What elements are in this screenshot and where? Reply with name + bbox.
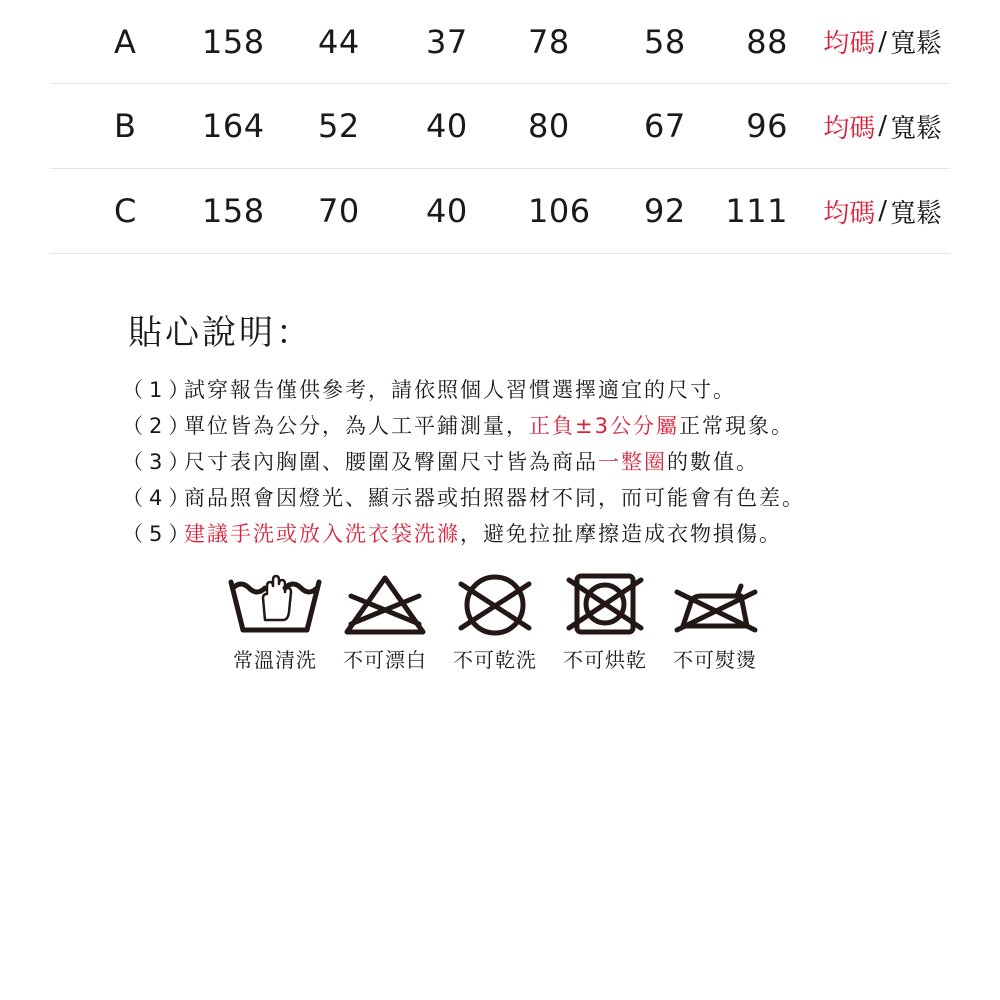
fit-note [823,0,942,83]
fit-note [823,84,942,168]
no-bleach-icon [337,572,433,636]
size-label: A [114,22,137,61]
size-value: 44 [318,22,360,61]
fit-note-rest: 寬鬆 [889,198,942,229]
note-line-5 [122,516,948,552]
note-text-highlight: 一整圈 [598,450,667,474]
note-text-highlight: 建議手洗或放入洗衣袋洗滌 [184,522,460,546]
note-text: 正常現象。 [678,414,794,438]
fit-note-rest: 寬鬆 [889,113,942,144]
size-value: 80 [528,107,570,145]
no-tumble-dry-icon [557,572,653,636]
size-label: C [114,192,137,230]
size-row-a [50,0,950,84]
size-value: 58 [644,22,686,61]
size-value: 106 [528,192,591,230]
size-value: 78 [528,22,570,61]
size-value: 111 [725,192,788,230]
note-text: 尺寸表內胸圍、腰圍及臀圍尺寸皆為商品 [184,450,598,474]
notes-title: 貼心說明： [128,313,313,353]
size-value: 96 [746,107,788,145]
size-value: 67 [644,107,686,145]
care-item-no-tumble-dry [550,572,660,673]
note-text: ，避免拉扯摩擦造成衣物損傷。 [460,522,782,546]
size-row-c [50,169,950,254]
note-line-3 [122,444,948,480]
fit-note-separator: / [878,26,887,57]
size-value: 40 [426,107,468,145]
size-value: 37 [426,22,468,61]
size-value: 158 [202,22,265,61]
no-dry-clean-icon [447,572,543,636]
size-row-b [50,84,950,169]
size-value: 158 [202,192,265,230]
care-item-no-dry-clean [440,572,550,673]
size-value: 40 [426,192,468,230]
note-text-highlight: 正負±3公分屬 [529,414,679,438]
note-text: 商品照會因燈光、顯示器或拍照器材不同，而可能會有色差。 [184,486,805,510]
note-line-2 [122,408,948,444]
fit-note [823,169,942,253]
note-number: （2） [122,414,196,438]
size-table [50,0,950,254]
size-value: 88 [746,22,788,61]
fit-note-rest: 寬鬆 [889,29,942,59]
note-number: （1） [122,378,196,402]
fit-note-separator: / [878,111,887,141]
care-label: 不可乾洗 [453,648,537,672]
care-label: 不可漂白 [343,648,427,672]
fit-note-separator: / [878,196,887,226]
note-number: （3） [122,450,196,474]
no-iron-icon [667,572,763,636]
care-item-no-iron [660,572,770,673]
note-text: 試穿報告僅供參考，請依照個人習慣選擇適宜的尺寸。 [184,378,736,402]
size-label: B [114,107,137,145]
note-text: 單位皆為公分，為人工平鋪測量， [184,414,529,438]
care-label: 常溫清洗 [233,648,317,672]
care-label: 不可熨燙 [673,648,757,672]
size-value: 92 [644,192,686,230]
fit-note-red: 均碼 [823,29,876,59]
size-value: 70 [318,192,360,230]
note-line-4 [122,480,948,516]
note-text: 的數值。 [667,450,759,474]
hand-wash-icon [227,572,323,636]
care-item-no-bleach [330,572,440,673]
note-line-1 [122,372,948,408]
care-item-hand-wash [220,572,330,673]
size-value: 52 [318,107,360,145]
size-value: 164 [202,107,265,145]
care-label: 不可烘乾 [563,648,647,672]
fit-note-red: 均碼 [823,113,876,144]
note-number: （4） [122,486,196,510]
care-instructions [220,572,780,682]
note-number: （5） [122,522,196,546]
fit-note-red: 均碼 [823,198,876,229]
notes-section [122,305,948,552]
